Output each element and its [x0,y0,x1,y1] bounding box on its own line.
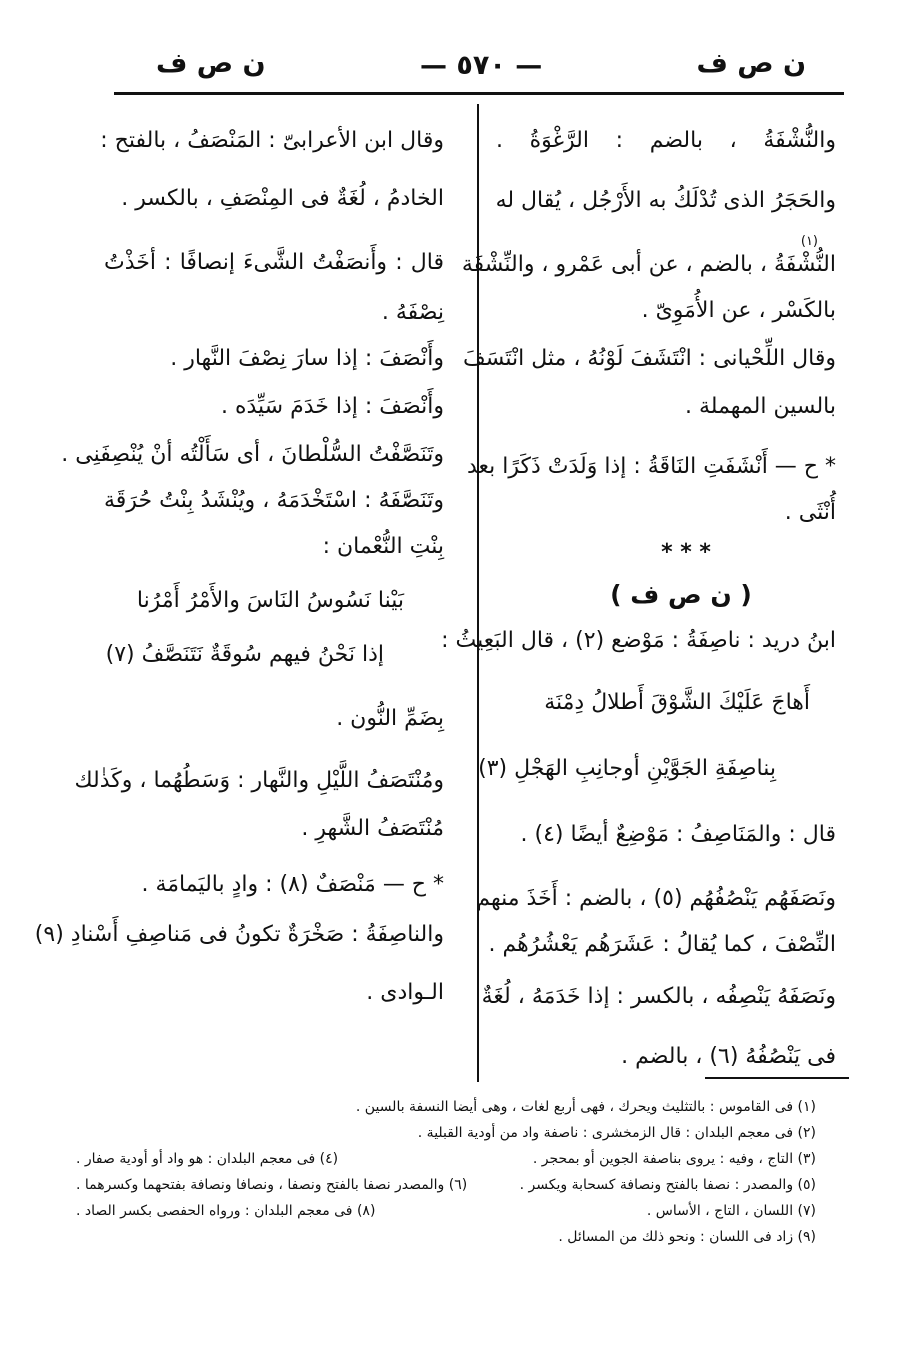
running-head-left: ن ص ف [156,48,266,79]
text-line: النُّشْفَةُ ، بالضم ، عن أبى عَمْرو ، والنِّشْفَة [461,252,836,277]
footnote: (٨) فى معجم البلدان : ورواه الحفصى بكسر الصاد . [76,1203,376,1219]
text-line: الـوادى . [366,980,444,1005]
text-line: والناصِفَةُ : صَخْرَةٌ تكونُ فى مَناصِفِ أَسْنادِ (٩) [34,922,444,947]
text-line: ومُنْتَصَفُ اللَّيْلِ والنَّهار : وَسَطُهُما ، وكَذٰلك [74,768,444,793]
footnote-marker: (١) [800,234,818,249]
text-line: * ح — مَنْصَفٌ (٨) : وادٍ باليَمامَة . [141,872,444,897]
text-line: النِّصْفَ ، كما يُقالُ : عَشَرَهُم يَعْشُرُهُم . [488,932,836,957]
verse-line: بَيْنا نَسُوسُ النَاسَ والأَمْرُ أَمْرُنا [136,588,404,613]
section-separator: * * * [661,540,711,565]
footnote: (٧) اللسان ، التاج ، الأساس . [646,1203,816,1219]
text-line: قال : والمَنَاصِفُ : مَوْضِعٌ أيضًا (٤) . [520,822,836,847]
column-divider [477,104,479,1082]
text-line: بِضَمِّ النُّون . [336,706,444,731]
footnote-row [76,1198,816,1224]
footnote-row [76,1094,816,1120]
text-line: وتَنَصَّفَهُ : اسْتَخْدَمَهُ ، ويُنْشَدُ بِنْتُ حُرَقَة [104,488,444,513]
header-rule [114,92,844,95]
verse-line: إذا نَحْنُ فيهم سُوقَةٌ نَتَنَصَّفُ (٧) [105,642,384,667]
page-number: — ٥٧٠ — [420,50,543,81]
text-line: وأَنْصَفَ : إذا خَدَمَ سَيِّدَه . [220,394,444,419]
footnote: (٣) التاج ، وفيه : يروى بناصفة الجوين أو بمحجر . [532,1151,816,1167]
text-line: بالسين المهملة . [685,394,836,419]
verse-line: بِناصِفَةِ الجَوَّيْنِ أوجانِبِ الهَجْلِ (٣) [478,756,776,781]
text-line: وأَنْصَفَ : إذا سارَ نِصْفَ النَّهار . [170,346,444,371]
running-head-right: ن ص ف [696,48,806,79]
text-line: والنُّشْفَةُ ، بالضم : الرَّغْوَةُ . [496,128,836,153]
footnote: (٢) فى معجم البلدان : قال الزمخشرى : ناصفة واد من أودية القبلية . [417,1125,816,1141]
text-line: وقال اللِّحْيانى : انْتَشَفَ لَوْنُهُ ، مثل انْتَسَفَ [462,346,836,371]
footnote-rule [705,1077,849,1079]
footnote: (٤) فى معجم البلدان : هو واد أو أودية صفار . [76,1151,339,1167]
text-line: بِنْتِ النُّعْمان : [322,534,444,559]
footnote-row [76,1120,816,1146]
text-line: أُنْثَى . [784,500,836,525]
text-line: الخادمُ ، لُغَةٌ فى المِنْصَفِ ، بالكسر . [121,186,444,211]
text-line: ونَصَفَهُم يَنْصُفُهُم (٥) ، بالضم : أَخَذَ منهم [476,886,836,911]
text-line: قال : وأَنصَفْتُ الشَّىءَ إنصافًا : أخَذْتُ [104,250,444,275]
footnote: (٩) زاد فى اللسان : ونحو ذلك من المسائل . [558,1229,816,1245]
footnote: (٥) والمصدر : نصفا بالفتح ونصافة كسحابة ويكسر . [519,1177,816,1193]
text-line: بالكَسْر ، عن الأُمَوِىّ . [641,298,836,323]
footnote-row [76,1224,816,1250]
text-line: والحَجَرُ الذى تُدْلَكُ به الأَرْجُل ، يُقال له [495,188,836,213]
text-line: فى يَنْصُفُهُ (٦) ، بالضم . [621,1044,836,1069]
verse-line: أَهاجَ عَلَيْكَ الشَّوْقَ أَطلالُ دِمْنَة [544,690,810,715]
footnote: (١) فى القاموس : بالتثليث ويحرك ، فهى أربع لغات ، وهى أيضا النسفة بالسين . [355,1099,816,1115]
footnote: (٦) والمصدر نصفا بالفتح ونصفا ، ونصافا ونصافة بفتحهما وكسرهما . [76,1177,468,1193]
footnotes [76,1094,816,1250]
text-line: وقال ابن الأعرابىّ : المَنْصَفُ ، بالفتح : [100,128,444,153]
footnote-row [76,1146,816,1172]
text-line: ابنُ دريد : ناصِفَةُ : مَوْضع (٢) ، قال البَعِيثُ : [441,628,836,653]
footnote-row [76,1172,816,1198]
text-line: وتَنَصَّفْتُ السُّلْطانَ ، أى سَأَلْتُه أنْ يُنْصِفَنِى . [61,442,444,467]
text-line: نِصْفَهُ . [381,300,444,325]
text-line: * ح — أَنْشَفَتِ النَاقَةُ : إذا وَلَدَتْ ذَكَرًا بعد [466,454,836,479]
text-line: ونَصَفَهُ يَنْصِفُه ، بالكسر : إذا خَدَمَهُ ، لُغَةٌ [481,984,836,1009]
text-line: مُنْتَصَفُ الشَّهرِ . [301,816,444,841]
section-heading: ( ن ص ف ) [610,580,752,609]
left-column [34,128,444,1020]
right-column [441,128,836,1084]
